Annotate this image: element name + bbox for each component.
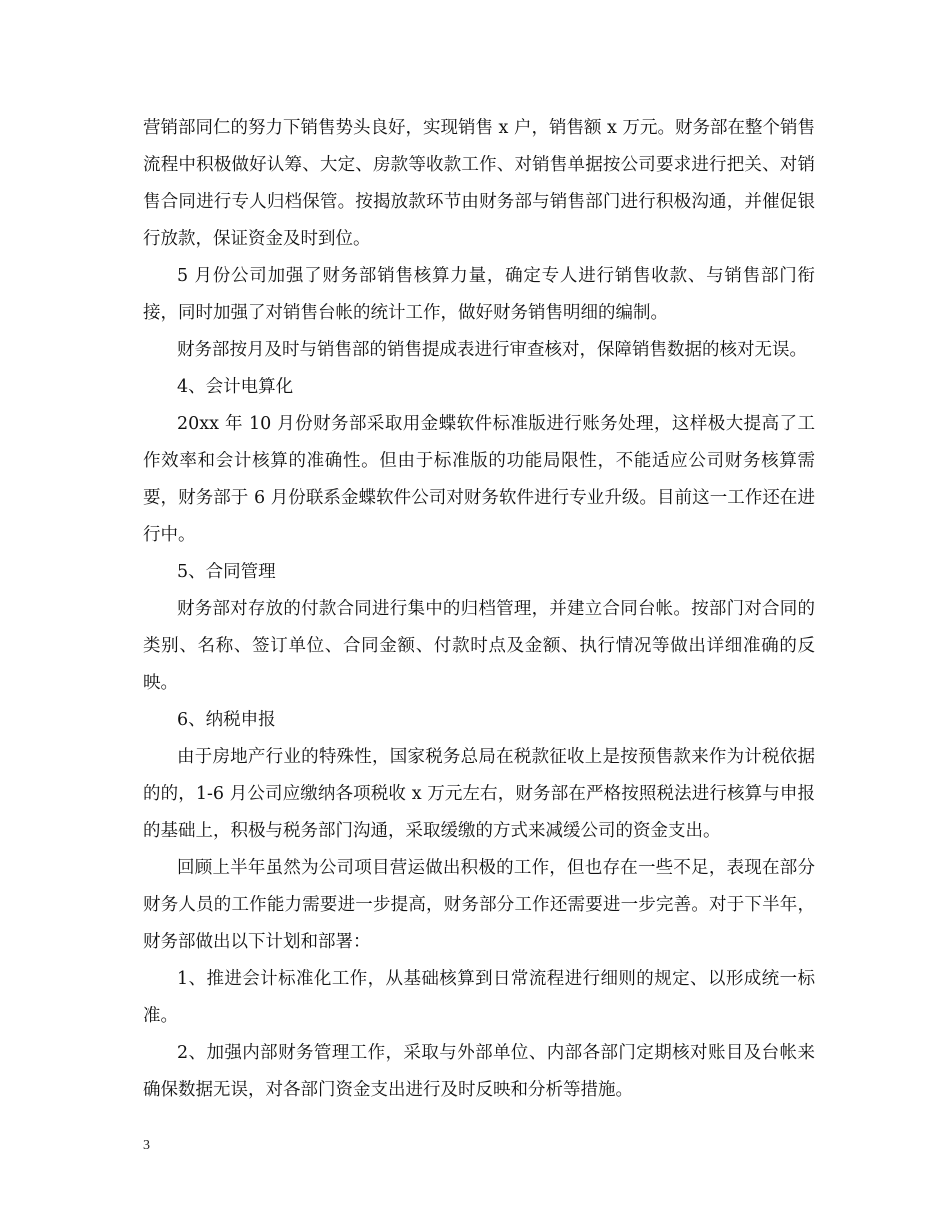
- page-number: 3: [143, 1138, 150, 1153]
- paragraph-tax-declaration: 由于房地产行业的特殊性，国家税务总局在税款征收上是按预售款来作为计税依据的的，1-6 月公司应缴纳各项税收 x 万元左右，财务部在严格按照税法进行核算与申报的基础上，积极与税务部门沟通，采取缓缴的方式来减缓公司的资金支出。: [143, 747, 815, 841]
- section-heading-contract-management: 5、合同管理: [177, 562, 276, 582]
- section-heading-tax-declaration: 6、纳税申报: [177, 710, 276, 730]
- paragraph-sales-verification: 财务部按月及时与销售部的销售提成表进行审查核对，保障销售数据的核对无误。: [177, 340, 807, 360]
- paragraph-sales-accounting: 5 月份公司加强了财务部销售核算力量，确定专人进行销售收款、与销售部门衔接，同时加强了对销售台帐的统计工作，做好财务销售明细的编制。: [143, 266, 815, 323]
- section-heading-accounting-computerization: 4、会计电算化: [177, 377, 294, 397]
- paragraph-sales-summary: 营销部同仁的努力下销售势头良好，实现销售 x 户，销售额 x 万元。财务部在整个销售流程中积极做好认筹、大定、房款等收款工作、对销售单据按公司要求进行把关、对销售合同进行专人归档保管。按揭放款环节由财务部与销售部门进行积极沟通，并催促银行放款，保证资金及时到位。: [143, 118, 815, 249]
- plan-item-internal-management: 2、加强内部财务管理工作，采取与外部单位、内部各部门定期核对账目及台帐来确保数据无误，对各部门资金支出进行及时反映和分析等措施。: [143, 1043, 815, 1100]
- plan-item-standardization: 1、推进会计标准化工作，从基础核算到日常流程进行细则的规定、以形成统一标准。: [143, 969, 815, 1026]
- paragraph-contract-management: 财务部对存放的付款合同进行集中的归档管理，并建立合同台帐。按部门对合同的类别、名称、签订单位、合同金额、付款时点及金额、执行情况等做出详细准确的反映。: [143, 599, 815, 693]
- paragraph-review-and-plan: 回顾上半年虽然为公司项目营运做出积极的工作，但也存在一些不足，表现在部分财务人员的工作能力需要进一步提高，财务部分工作还需要进一步完善。对于下半年，财务部做出以下计划和部署：: [143, 858, 815, 952]
- paragraph-accounting-software: 20xx 年 10 月份财务部采取用金蝶软件标准版进行账务处理，这样极大提高了工作效率和会计核算的准确性。但由于标准版的功能局限性，不能适应公司财务核算需要，财务部于 6 月份联系金蝶软件公司对财务软件进行专业升级。目前这一工作还在进行中。: [143, 414, 815, 545]
- document-body: [143, 110, 815, 1109]
